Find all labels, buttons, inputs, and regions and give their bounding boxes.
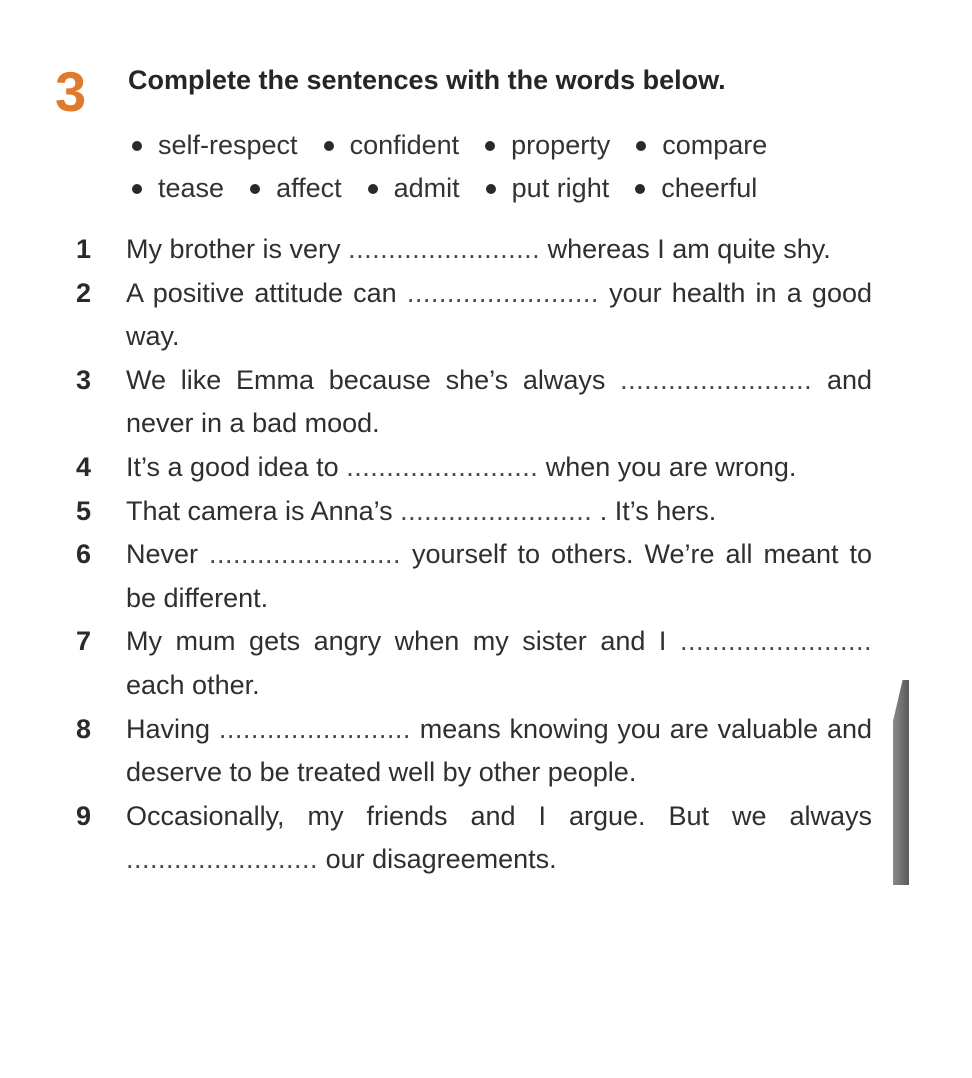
sentence-number: 6 [76, 539, 92, 570]
sentence-text: Having ........................ means knowing you are valuable and deserve to be treated well by other people. [126, 708, 872, 795]
word-item [485, 130, 610, 161]
answer-blank[interactable]: ........................ [346, 451, 539, 482]
word-item [636, 130, 767, 161]
sentence-number: 1 [76, 234, 92, 264]
sentence-number: 2 [76, 277, 92, 308]
sentence-item [76, 708, 876, 795]
bullet-icon [132, 141, 142, 151]
bullet-icon [635, 184, 645, 194]
sentence-number: 7 [76, 626, 92, 657]
word-row-2 [132, 167, 852, 210]
sentence-item [76, 533, 876, 620]
word-label: tease [158, 173, 225, 203]
answer-blank[interactable]: ........................ [126, 844, 319, 875]
sentence-item [76, 359, 876, 446]
bullet-icon [324, 141, 334, 151]
word-item [132, 130, 298, 161]
word-item [324, 130, 460, 161]
sentence-text: A positive attitude can ........................ your health in a good way. [126, 272, 872, 359]
answer-blank[interactable]: ........................ [620, 364, 813, 395]
word-item [132, 173, 224, 204]
word-label: confident [349, 130, 460, 160]
bullet-icon [250, 184, 260, 194]
sentence-text: That camera is Anna’s ........................ . It’s hers. [126, 490, 872, 534]
word-item [486, 173, 610, 204]
word-item [250, 173, 342, 204]
sentence-item [76, 490, 876, 534]
word-label: cheerful [661, 173, 758, 203]
sentence-item [76, 228, 876, 272]
sentence-number: 5 [76, 495, 92, 526]
answer-blank[interactable]: ........................ [679, 626, 872, 657]
sentence-item [76, 272, 876, 359]
word-row-1 [132, 124, 852, 167]
bullet-icon [132, 184, 142, 194]
word-item [635, 173, 757, 204]
answer-blank[interactable]: ........................ [400, 495, 593, 526]
bullet-icon [636, 141, 646, 151]
bullet-icon [368, 184, 378, 194]
word-label: self-respect [158, 130, 298, 160]
sentence-text: My brother is very ........................ whereas I am quite shy. [126, 228, 872, 272]
word-label: put right [511, 173, 610, 203]
word-label: affect [276, 173, 342, 203]
sentence-text: We like Emma because she’s always ........................ and never in a bad mood. [126, 359, 872, 446]
exercise-instruction: Complete the sentences with the words below. [128, 65, 726, 95]
bullet-icon [485, 141, 495, 151]
answer-blank[interactable]: ........................ [218, 713, 411, 744]
sentence-text: It’s a good idea to ........................ when you are wrong. [126, 446, 872, 490]
word-box [132, 124, 852, 210]
answer-blank[interactable]: ........................ [406, 277, 599, 308]
answer-blank[interactable]: ........................ [209, 539, 402, 570]
answer-blank[interactable]: ........................ [348, 234, 541, 264]
sentence-item [76, 620, 876, 707]
sentence-text: Occasionally, my friends and I argue. But we always ........................ our disagreements. [126, 795, 872, 882]
word-item [368, 173, 460, 204]
sentence-text: My mum gets angry when my sister and I ........................ each other. [126, 620, 872, 707]
sentence-list [76, 228, 876, 882]
sentence-number: 4 [76, 451, 92, 482]
word-label: compare [662, 130, 768, 160]
sentence-number: 8 [76, 713, 92, 744]
word-label: property [511, 130, 611, 160]
sentence-number: 9 [76, 800, 92, 831]
sentence-item [76, 446, 876, 490]
word-label: admit [393, 173, 460, 203]
sentence-item [76, 795, 876, 882]
sentence-number: 3 [76, 364, 92, 395]
page-edge-shadow [893, 680, 909, 885]
bullet-icon [486, 184, 496, 194]
exercise-number: 3 [55, 60, 87, 123]
sentence-text: Never ........................ yourself to others. We’re all meant to be different. [126, 533, 872, 620]
